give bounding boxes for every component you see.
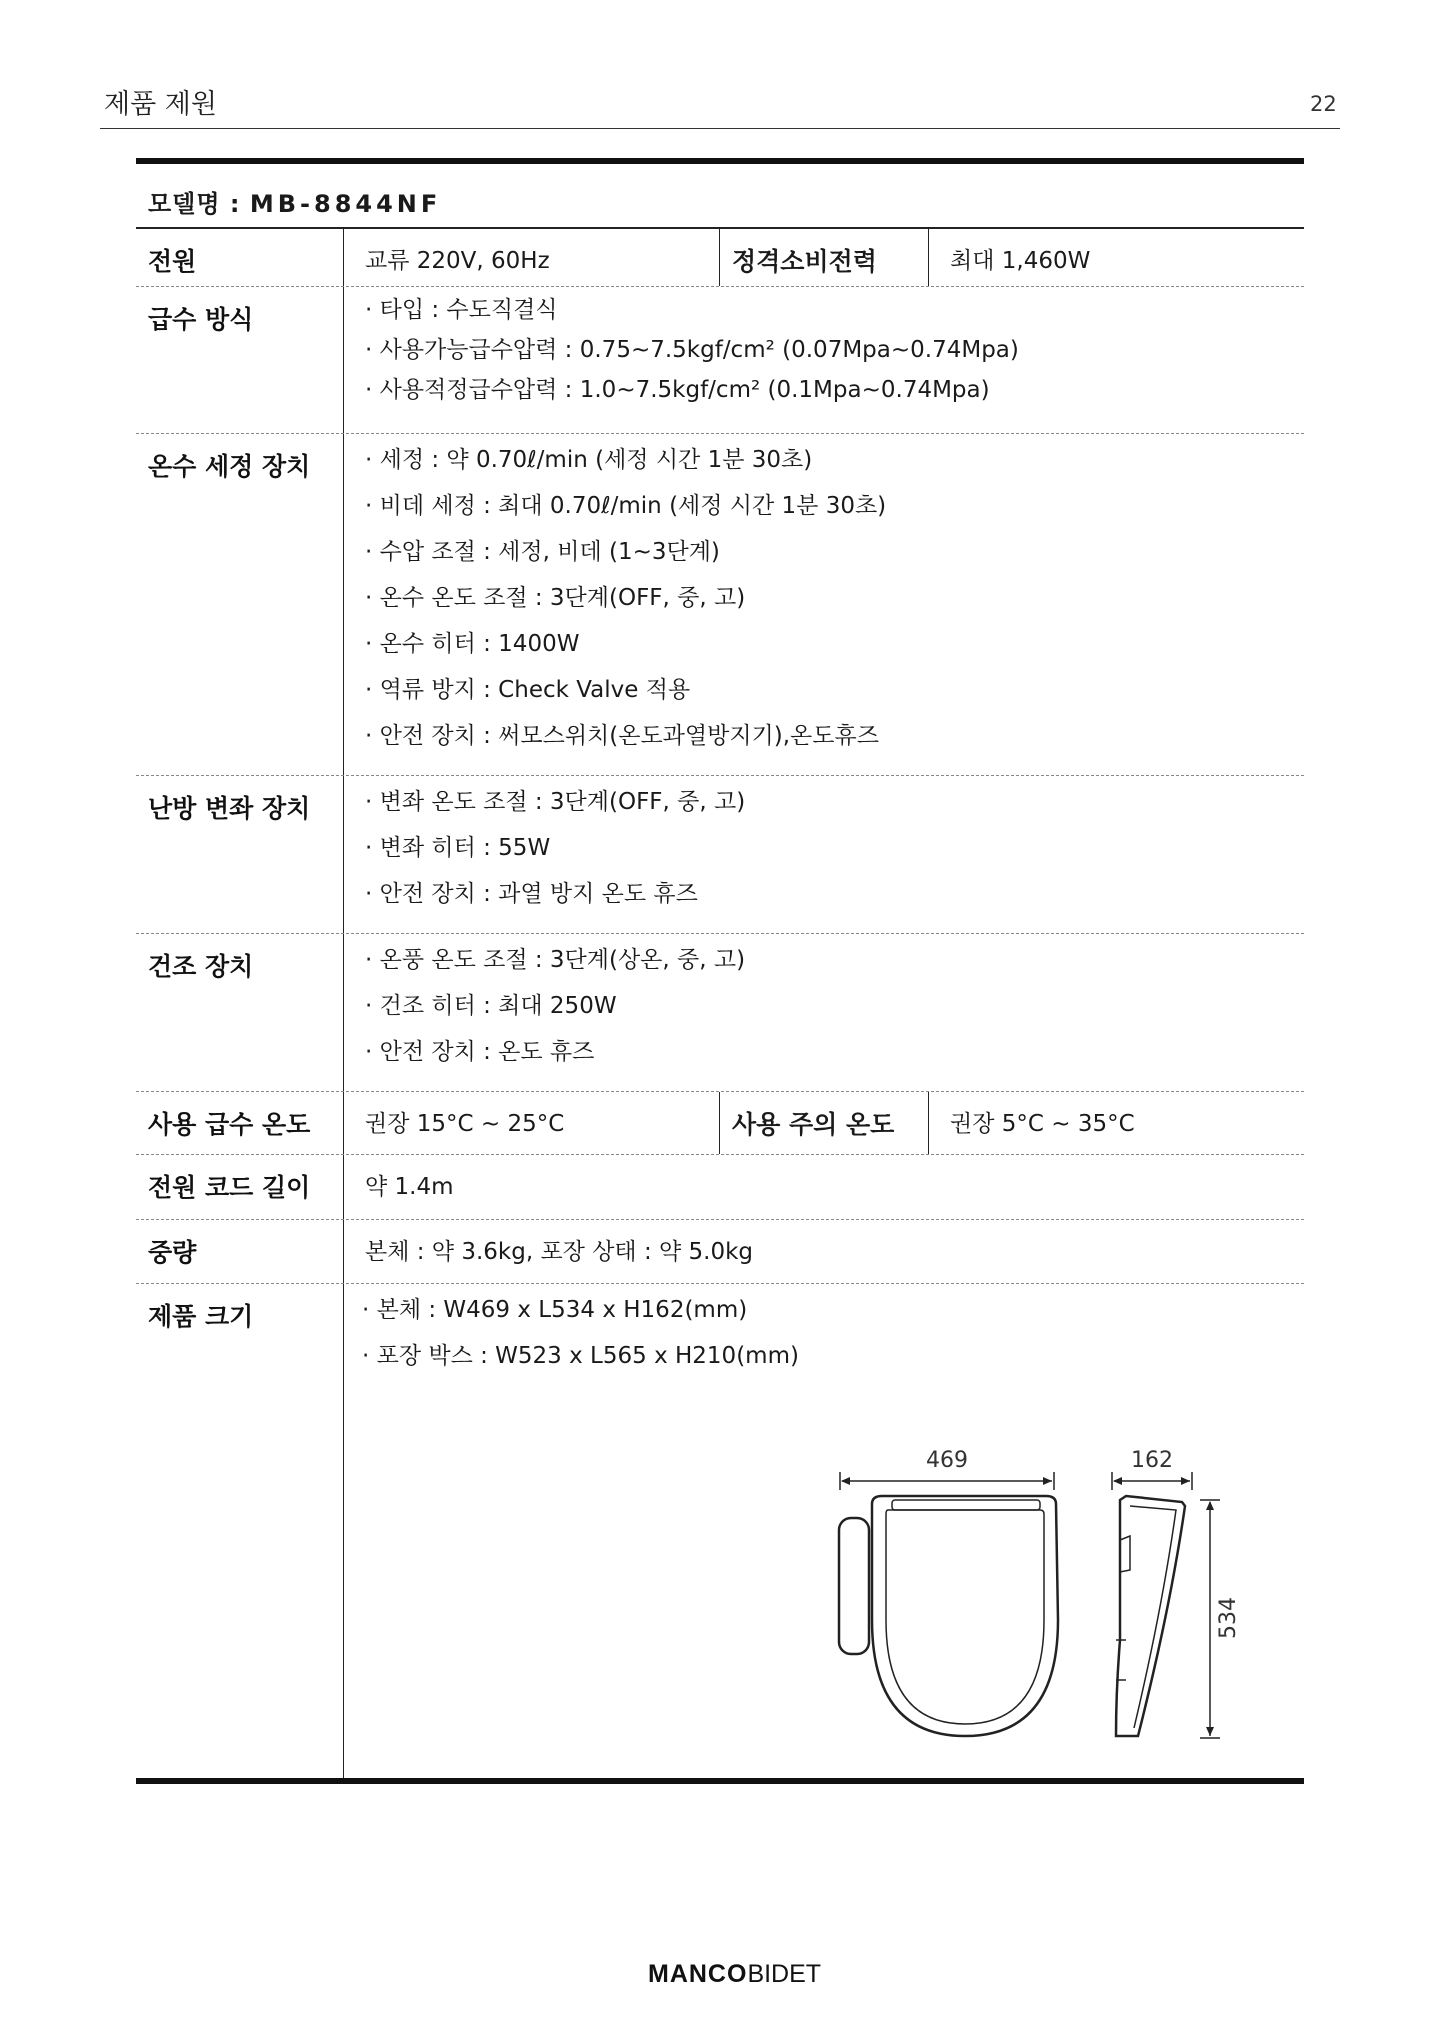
spec-line: · 온수 히터 : 1400W <box>365 631 580 657</box>
weight-value: 본체 : 약 3.6kg, 포장 상태 : 약 5.0kg <box>365 1239 754 1265</box>
row-label: 사용 급수 온도 <box>136 1092 344 1154</box>
dryer-values <box>344 934 1304 1091</box>
spec-line: · 수압 조절 : 세정, 비데 (1~3단계) <box>365 539 720 565</box>
page-number: 22 <box>1310 92 1337 116</box>
row-label: 전원 코드 길이 <box>136 1155 344 1219</box>
rated-power-label: 정격소비전력 <box>720 229 929 286</box>
wash-values <box>344 434 1304 775</box>
row-cord <box>136 1155 1304 1220</box>
page-title: 제품 제원 <box>104 89 217 120</box>
spec-line: · 포장 박스 : W523 x L565 x H210(mm) <box>362 1343 799 1369</box>
row-temps <box>136 1092 1304 1155</box>
row-label: 중량 <box>136 1220 344 1283</box>
spec-line: · 안전 장치 : 온도 휴즈 <box>365 1039 595 1065</box>
power-value: 교류 220V, 60Hz <box>344 229 720 286</box>
height-label: 162 <box>1131 1448 1173 1473</box>
row-power <box>136 229 1304 287</box>
spec-line: · 온풍 온도 조절 : 3단계(상온, 중, 고) <box>365 947 746 973</box>
spec-line: · 안전 장치 : 써모스위치(온도과열방지기),온도휴즈 <box>365 723 879 749</box>
length-dimension <box>1200 1500 1241 1738</box>
row-label: 건조 장치 <box>136 934 344 1091</box>
spec-line: · 사용가능급수압력 : 0.75~7.5kgf/cm² (0.07Mpa~0.74Mpa) <box>365 337 1019 363</box>
model-row <box>136 164 1304 229</box>
spec-line: · 건조 히터 : 최대 250W <box>365 993 617 1019</box>
spec-line: · 온수 온도 조절 : 3단계(OFF, 중, 고) <box>365 585 746 611</box>
spec-line: · 비데 세정 : 최대 0.70ℓ/min (세정 시간 1분 30초) <box>365 493 887 519</box>
row-label: 난방 변좌 장치 <box>136 776 344 933</box>
header-divider <box>100 128 1340 129</box>
spec-line: · 역류 방지 : Check Valve 적용 <box>365 677 691 703</box>
spec-line: · 사용적정급수압력 : 1.0~7.5kgf/cm² (0.1Mpa~0.74Mpa) <box>365 377 990 403</box>
row-label: 급수 방식 <box>136 287 344 433</box>
row-dryer <box>136 934 1304 1092</box>
cord-value: 약 1.4m <box>365 1174 454 1200</box>
supply-temp-value: 권장 15°C ~ 25°C <box>344 1092 720 1154</box>
spec-line: · 변좌 온도 조절 : 3단계(OFF, 중, 고) <box>365 789 746 815</box>
caution-temp-label: 사용 주의 온도 <box>720 1092 929 1154</box>
model-label: 모델명 : <box>148 190 250 218</box>
row-seat-heat <box>136 776 1304 934</box>
temps-split <box>344 1092 1304 1154</box>
spec-line: · 타입 : 수도직결식 <box>365 297 558 323</box>
row-label: 전원 <box>136 229 344 286</box>
power-split <box>344 229 1304 286</box>
spec-line: · 세정 : 약 0.70ℓ/min (세정 시간 1분 30초) <box>365 447 813 473</box>
product-dimension-diagram <box>830 1440 1250 1740</box>
seat-heat-values <box>344 776 1304 933</box>
rated-power-value: 최대 1,460W <box>950 248 1091 274</box>
table-bottom-rule <box>136 1778 1304 1784</box>
seat-side-view-icon <box>1116 1496 1185 1736</box>
row-weight <box>136 1220 1304 1284</box>
manco-bidet-logo <box>648 1960 821 1989</box>
row-label: 온수 세정 장치 <box>136 434 344 775</box>
row-wash <box>136 434 1304 776</box>
spec-line: · 본체 : W469 x L534 x H162(mm) <box>362 1297 748 1323</box>
spec-line: · 안전 장치 : 과열 방지 온도 휴즈 <box>365 881 698 907</box>
logo-bold-text: MANCO <box>648 1960 748 1988</box>
water-supply-values <box>344 287 1304 433</box>
caution-temp-value: 권장 5°C ~ 35°C <box>950 1111 1135 1137</box>
length-label: 534 <box>1216 1597 1241 1639</box>
row-label: 제품 크기 <box>136 1284 344 1778</box>
row-water-supply <box>136 287 1304 434</box>
model-name <box>148 184 441 219</box>
width-label: 469 <box>926 1448 968 1473</box>
seat-top-view-icon <box>839 1496 1058 1736</box>
model-value: MB-8844NF <box>249 190 442 218</box>
logo-light-text: BIDET <box>747 1960 822 1988</box>
spec-line: · 변좌 히터 : 55W <box>365 835 551 861</box>
width-dimension <box>840 1448 1054 1490</box>
height-dimension <box>1112 1448 1192 1490</box>
